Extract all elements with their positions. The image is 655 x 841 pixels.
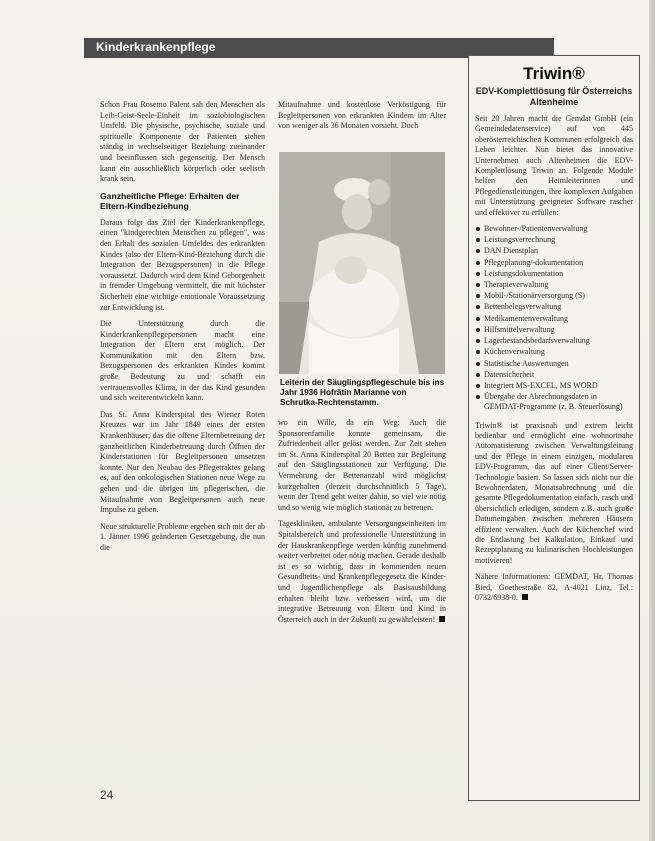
article-column-1 [100,100,265,560]
paragraph: Daraus folgt das Ziel der Kinderkrankenpflege, einen "kindgerechten Menschen zu pflegen", was den Erhalt des sozialen Umfeldes des erkrankten Kindes (also der Eltern-Kind-Beziehung durch die Integration der Bezugspersonen) in die Pflege voraussetzt. Dadurch wird dem Kind Geborgenheit in fremder Umgebung vermittelt, die mit höchster Sicherheit eine wichtige emotionale Voraussetzung zur Entwicklung ist. [100,217,265,312]
scan-edge [649,0,655,841]
end-mark-icon [439,616,445,622]
paragraph: Das St. Anna Kinderspital des Wiener Roten Kreuzes war im Jahr 1849 eines der ersten Krankenhäuser, das die offene Elternbetreuung der ganzheitlichen Kinderbetreuung durch Öffnen der Kinderstationen für Begleitpersonen umsetzen konnte. Nur den Neubau des Pflegetraktes gelang es, auf den onkologischen Stationen neue Wege zu gehen und die übrigen im pflegerischen, die Mitaufnahme von Begleitpersonen auch neue Impulse zu geben. [100,409,265,515]
end-mark-icon [522,594,528,600]
list-item: Integriert MS-EXCEL, MS WORD [475,381,633,391]
list-item: Mobil-/Stationärversorgung (S) [475,291,633,301]
list-item: Lagerbestandsbedarfsverwaltung [475,336,633,346]
photo-illustration [279,152,445,374]
page-number: 24 [100,788,114,802]
closing-text: Tageskliniken, ambulante Versorgungseinheiten im Spitalsbereich und professionelle Unterstützung in der Hauskrankenpflege werden künftig zunehmend weiter verbreitet oder nötig machen. Gerade deshalb ist es so wichtig, dass in kommenden neuen Gesundheits- und Krankenpflegegesetz die Kinder- und Jugendlichenpflege als Basisausbildung erhalten bleibt bzw. verbessert wird, um die integrative Betreuung von Eltern und Kind in Österreich auch in der Zukunft zu gewährleisten! [278,519,446,624]
list-item: Pflegeplanung/-dokumentation [475,258,633,268]
article-column-2-bottom [278,418,446,631]
list-item: Medikamentenverwaltung [475,314,633,324]
box-intro: Seit 20 Jahren macht die Gemdat GmbH (ein Gemeindedatenservice) auf von 445 oberösterreichischen Kommunen erfolgreich das Leben leichter. Nun bietet das innovative Unternehmen auch Altenheimen die EDV-Komplettlösung Triwin an. Folgende Module helfen den Heimleiterinnen und Pflegedienstleitungen, ihre komplexen Aufgaben mit Unterstützung geeigneter Software rascher und effektiver zu erfüllen: [475,114,633,217]
box-subtitle: EDV-Komplettlösung für Österreichs Altenheime [475,86,633,107]
box-contact [475,572,633,603]
list-item: Datensicherheit [475,370,633,380]
box-body [475,114,633,609]
box-outro: Triwin® ist praxisnah und extrem leicht bedienbar und ermöglicht eine wohnortnahe Automatisierung zwischen Verwaltungsleitung und der Pflege in einem einzigen, modularen EDV-Programm, das auf einer Client/Server-Technologie basiert. So lassen sich nicht nur die Bewohnerdaten, Monatsabrechnung und die gesamte Pflegedokumentation einfach, rasch und übersichtlich erledigen, sondern z.B. auch große Datumeingaben zwischen mehreren Häusern effizient verwalten. Auch der Küchenchef wird die Entlastung bei Kalkulation, Einkauf und Rezeptplanung zu kulinarischen Hochleistungen motivieren! [475,420,633,565]
advertorial-box [468,55,640,801]
paragraph: Die Unterstützung durch die Kinderkrankenpflegepersonen macht eine Integration der Eltern erst möglich. Der Kommunikation mit den Eltern bzw. Bezugspersonen des erkrankten Kindes kommt große Bedeutung zu und schafft ein vertrauensvolles Klima, in der das Kind gesunden und sich weiterentwickeln kann. [100,319,265,403]
historical-photo [279,152,445,374]
box-title: Triwin® [523,64,585,83]
module-list [475,224,633,412]
paragraph: wo ein Wille, da ein Weg: Auch die Sponsorenfamilie konnte gemeinsam, die Zufriedenheit aller gelöst werden. Zur Zeit stehen im St. Anna Kinderspital 20 Betten zur Begleitung auf den Säuglingsstationen zur Verfügung. Die Vermehrung der Bettenanzahl wird möglichst kurzgehalten (derzeit durchschnittlich 5 Tage), wenn der Trend geht weiter dahin, so viel wie nötig und so wenig wie möglich stationär zu betreuen. [278,418,446,512]
paragraph: Neue strukturelle Probleme ergeben sich mit der ab 1. Jänner 1996 geänderten Gesetzgebung, die nun die [100,521,265,552]
list-item: Übergabe der Abrechnungsdaten in GEMDAT-Programme (z. B. Steuerlösung) [475,392,633,412]
photo-caption: Leiterin der Säuglingspflegeschule bis ins Jahr 1936 Hofrätin Marianne von Schrutka-Rechtenstamm. [280,378,445,407]
list-item: Küchenverwaltung [475,347,633,357]
list-item: Therapieverwaltung [475,280,633,290]
box-header [469,64,639,107]
paragraph [278,519,446,625]
list-item: Hilfsmittelverwaltung [475,325,633,335]
list-item: Bettenbelegsverwaltung [475,302,633,312]
intro-paragraph: Schon Frau Rosemo Palent sah den Menschen als Leib-Geist-Seele-Einheit im soziobiologischen Umfeld. Die physische, psychische, soziale und spirituelle Komponente der Patienten stehen ständig in wechselseitiger Beziehung zueinander und beeinflussen sich gegenseitig. Der Mensch kann ein ausschließlich körperlich oder seelisch krank sein. [100,100,265,184]
subheading: Ganzheitliche Pflege: Erhalten der Eltern-Kindbeziehung [100,190,240,212]
article-column-2-top [278,100,446,138]
contact-text: Nähere Informationen: GEMDAT, Hr. Thomas Bied, Goethestraße 82, A-4021 Linz, Tel.: 0732/6938-0. [475,572,633,603]
list-item: Leistungsdokumentation [475,269,633,279]
section-title: Kinderkrankenpflege [96,40,216,54]
paragraph: Mitaufnahme und kostenlose Verköstigung für Begleitpersonen von erkrankten Kindern im Alter von weniger als 36 Monaten vorsieht. Doch [278,100,446,131]
list-item: Leistungsverrechnung [475,235,633,245]
list-item: Statistische Auswertungen [475,359,633,369]
list-item: Bewohner-/Patientenverwaltung [475,224,633,234]
list-item: DAN Dienstplan [475,246,633,256]
